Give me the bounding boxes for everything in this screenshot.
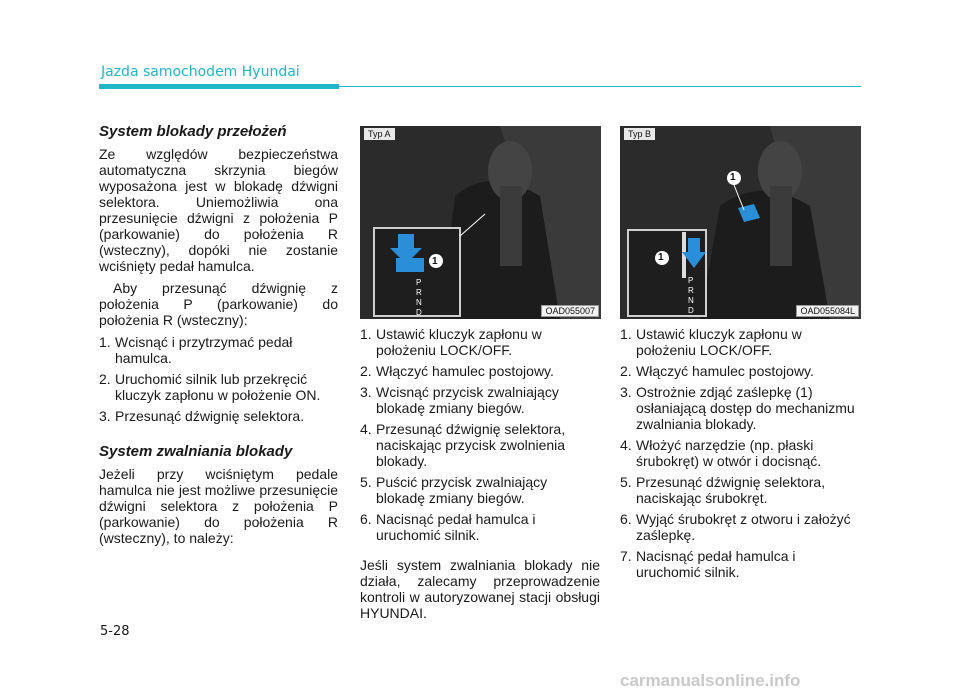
step-number: 3. [360, 384, 372, 400]
step-number: 2. [99, 371, 111, 387]
list-item [99, 334, 338, 366]
step-text: Przesunąć dźwignię selektora. [115, 408, 305, 424]
step-number: 3. [99, 408, 111, 424]
figure-type-tag: Typ B [624, 128, 655, 140]
step-text: Włożyć narzędzie (np. płaski śrubokręt) w otwór i docisnąć. [636, 437, 822, 469]
list-item [620, 474, 861, 506]
gear-shifter-illustration-a [360, 126, 601, 319]
step-number: 1. [620, 326, 632, 342]
list-item [360, 474, 600, 506]
step-number: 3. [620, 384, 632, 400]
gear-letter: P [416, 278, 422, 287]
figure-code: OAD055084L [796, 305, 859, 317]
step-text: Uruchomić silnik lub przekręcić kluczyk zapłonu w położenie ON. [115, 371, 321, 403]
type-b-steps [620, 326, 861, 580]
list-item [620, 437, 861, 469]
figure-type-b [620, 126, 861, 319]
step-number: 2. [360, 363, 372, 379]
step-text: Włączyć hamulec postojowy. [636, 363, 814, 379]
list-item [620, 511, 861, 543]
step-text: Ostrożnie zdjąć zaślepkę (1) osłaniającą dostęp do mechanizmu zwalniania blokady. [636, 384, 855, 432]
step-number: 4. [360, 421, 372, 437]
service-note: Jeśli system zwalniania blokady nie działa, zalecamy przeprowadzenie kontroli w autoryzowanej stacji obsługi HYUNDAI. [360, 557, 600, 621]
list-item [620, 326, 861, 358]
list-item [360, 363, 600, 379]
gear-letter: P [688, 276, 694, 285]
callout-number: 1 [658, 252, 664, 263]
column-left [99, 124, 338, 552]
step-text: Przesunąć dźwignię selektora, naciskając śrubokręt. [636, 474, 826, 506]
shift-lock-steps [99, 334, 338, 424]
step-text: Puścić przycisk zwalniający blokadę zmiany biegów. [376, 474, 548, 506]
gear-letter: D [688, 306, 694, 315]
gear-letter: R [688, 286, 694, 295]
step-number: 6. [620, 511, 632, 527]
step-text: Wyjąć śrubokręt z otworu i założyć zaślepkę. [636, 511, 851, 543]
step-text: Ustawić kluczyk zapłonu w położeniu LOCK/OFF. [636, 326, 802, 358]
gear-letter: N [688, 296, 694, 305]
column-right [620, 326, 861, 585]
list-item [360, 421, 600, 469]
step-text: Nacisnąć pedał hamulca i uruchomić silnik. [376, 511, 536, 543]
list-item [360, 326, 600, 358]
figure-code: OAD055007 [541, 305, 599, 317]
step-text: Włączyć hamulec postojowy. [376, 363, 554, 379]
figure-type-tag: Typ A [364, 128, 395, 140]
list-item [360, 384, 600, 416]
callout-number: 1 [432, 256, 438, 267]
page-number: 5-28 [100, 624, 130, 639]
step-text: Wcisnąć i przytrzymać pedał hamulca. [115, 334, 293, 366]
list-item [620, 384, 861, 432]
list-item [99, 408, 338, 424]
shift-lock-intro: Ze względów bezpieczeństwa automatyczna skrzynia biegów wyposażona jest w blokadę dźwigni selektora. Uniemożliwia ona przesunięcie dźwigni z położenia P (parkowanie) do położenia R (wsteczny), dopóki nie zostanie wciśnięty pedał hamulca. [99, 146, 338, 274]
step-number: 5. [620, 474, 632, 490]
list-item [620, 363, 861, 379]
release-intro: Jeżeli przy wciśniętym pedale hamulca nie jest możliwe przesunięcie dźwigni selektora z położenia P (parkowanie) do położenia R (wsteczny), to należy: [99, 466, 338, 546]
shift-lock-instruction: Aby przesunąć dźwignię z położenia P (parkowanie) do położenia R (wsteczny): [99, 280, 338, 328]
step-text: Przesunąć dźwignię selektora, naciskając przycisk zwolnienia blokady. [376, 421, 566, 469]
header-rule-thick [99, 84, 339, 89]
step-number: 2. [620, 363, 632, 379]
step-text: Ustawić kluczyk zapłonu w położeniu LOCK/OFF. [376, 326, 542, 358]
gear-letter: D [416, 308, 422, 317]
chapter-title: Jazda samochodem Hyundai [101, 64, 300, 80]
gear-letter: R [416, 288, 422, 297]
list-item [360, 511, 600, 543]
step-number: 4. [620, 437, 632, 453]
step-text: Nacisnąć pedał hamulca i uruchomić silnik. [636, 548, 796, 580]
figure-type-a [360, 126, 601, 319]
shift-lock-heading: System blokady przełożeń [99, 123, 287, 140]
step-number: 6. [360, 511, 372, 527]
step-number: 5. [360, 474, 372, 490]
release-heading: System zwalniania blokady [99, 443, 293, 460]
step-text: Wcisnąć przycisk zwalniający blokadę zmiany biegów. [376, 384, 559, 416]
header-rule-thin [339, 86, 861, 87]
type-a-steps [360, 326, 600, 543]
column-middle [360, 326, 600, 627]
step-number: 1. [99, 334, 111, 350]
step-number: 7. [620, 548, 632, 564]
callout-number: 1 [730, 172, 736, 183]
watermark: carmanualsonline.info [620, 671, 801, 690]
list-item [99, 371, 338, 403]
step-number: 1. [360, 326, 372, 342]
gear-shifter-illustration-b [620, 126, 861, 319]
list-item [620, 548, 861, 580]
gear-letter: N [416, 298, 422, 307]
